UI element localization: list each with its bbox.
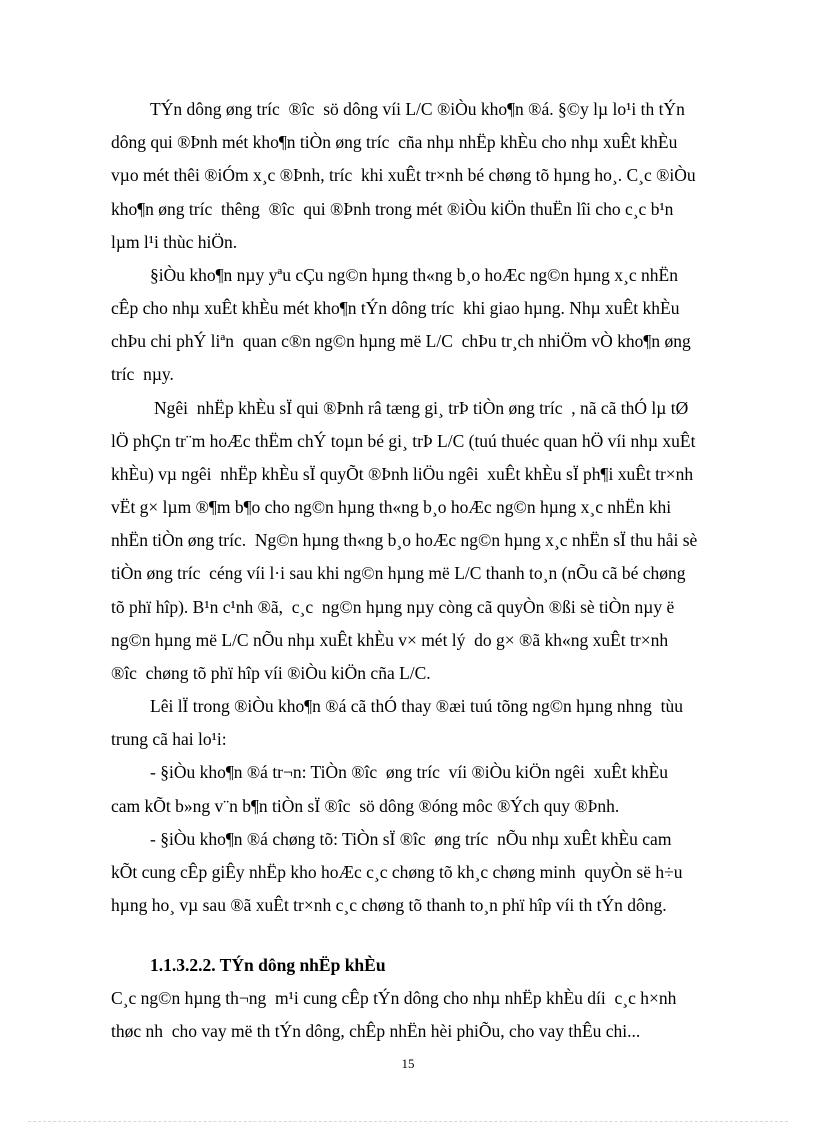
text-line: tiÒn øng tríc céng víi l·i sau khi ng©n hµng më L/C thanh to¸n (nÕu cã bé chøng: [111, 563, 686, 583]
list-item-line: kÕt cung cÊp giÊy nhËp kho hoÆc c¸c chøng tõ kh¸c chøng minh quyÒn së h÷u: [111, 862, 683, 882]
text-line: vËt g× lµm ®¶m b¶o cho ng©n hµng th«ng b¸o hoÆc ng©n hµng x¸c nhËn khi: [111, 497, 672, 517]
text-line: nhËn tiÒn øng tríc. Ng©n hµng th«ng b¸o hoÆc ng©n hµng x¸c nhËn sÏ thu håi sè: [111, 530, 698, 550]
list-item-line: hµng ho¸ vµ sau ®ã xuÊt tr×nh c¸c chøng tõ thanh to¸n phï hîp víi th tÝn dông.: [111, 895, 667, 915]
list-item-line: - §iÒu kho¶n ®á chøng tõ: TiÒn sÏ ®îc øng tríc nÕu nhµ xuÊt khÈu cam: [150, 829, 672, 849]
text-line: TÝn dông øng tríc ®îc sö dông víi L/C ®iÒu kho¶n ®á. §©y lµ lo¹i th tÝn: [150, 99, 685, 119]
page-number: 15: [401, 1056, 415, 1071]
text-line: dông qui ®Þnh mét kho¶n tiÒn øng tríc cña nhµ nhËp khÈu cho nhµ xuÊt khÈu: [111, 132, 678, 152]
text-line: ®îc chøng tõ phï hîp víi ®iÒu kiÖn cña L/C.: [111, 663, 431, 683]
text-line: ng©n hµng më L/C nÕu nhµ xuÊt khÈu v× mét lý do g× ®ã kh«ng xuÊt tr×nh: [111, 630, 669, 650]
text-line: trung cã hai lo¹i:: [111, 729, 227, 749]
text-line: khÈu) vµ ngêi nhËp khÈu sÏ quyÕt ®Þnh liÖu ngêi xuÊt khÈu sÏ ph¶i xuÊt tr×nh: [111, 464, 694, 484]
text-line: tríc nµy.: [111, 364, 174, 384]
list-item-line: cam kÕt b»ng v¨n b¶n tiÒn sÏ ®îc sö dông ®óng môc ®Ých quy ®Þnh.: [111, 796, 620, 816]
text-line: cÊp cho nhµ xuÊt khÈu mét kho¶n tÝn dông tríc khi giao hµng. Nhµ xuÊt khÈu: [111, 298, 680, 318]
text-line: vµo mét thêi ®iÓm x¸c ®Þnh, tríc khi xuÊt tr×nh bé chøng tõ hµng ho¸. C¸c ®iÒu: [111, 165, 696, 185]
text-line: chÞu chi phÝ liªn quan c®n ng©n hµng më L/C chÞu tr¸ch nhiÖm vÒ kho¶n øng: [111, 331, 691, 351]
page-bottom-rule: [28, 1121, 788, 1122]
section-heading: 1.1.3.2.2. TÝn dông nhËp khÈu: [150, 955, 386, 975]
text-line: C¸c ng©n hµng th¬ng m¹i cung cÊp tÝn dông cho nhµ nhËp khÈu díi c¸c h×nh: [111, 988, 677, 1008]
list-item-line: - §iÒu kho¶n ®á tr¬n: TiÒn ®îc øng tríc víi ®iÒu kiÖn ngêi xuÊt khÈu: [150, 762, 669, 782]
text-line: kho¶n øng tríc thêng ®îc qui ®Þnh trong mét ®iÒu kiÖn thuËn lîi cho c¸c b¹n: [111, 199, 674, 219]
text-line: lµm l¹i thùc hiÖn.: [111, 232, 238, 252]
text-line: §iÒu kho¶n nµy yªu cÇu ng©n hµng th«ng b¸o hoÆc ng©n hµng x¸c nhËn: [150, 265, 678, 285]
text-line: Ngêi nhËp khÈu sÏ qui ®Þnh râ tæng gi¸ trÞ tiÒn øng tríc , nã cã thÓ lµ tØ: [154, 398, 689, 418]
text-line: Lêi lÏ trong ®iÒu kho¶n ®á cã thÓ thay ®æi tuú tõng ng©n hµng nhng tùu: [150, 696, 683, 716]
text-line: thøc nh cho vay më th tÝn dông, chÊp nhËn hèi phiÕu, cho vay thÊu chi...: [111, 1021, 641, 1041]
text-line: tõ phï hîp). B¹n c¹nh ®ã, c¸c ng©n hµng nµy còng cã quyÒn ®ßi sè tiÒn nµy ë: [111, 597, 675, 617]
text-line: lÖ phÇn tr¨m hoÆc thËm chÝ toµn bé gi¸ trÞ L/C (tuú thuéc quan hÖ víi nhµ xuÊt: [111, 431, 696, 451]
